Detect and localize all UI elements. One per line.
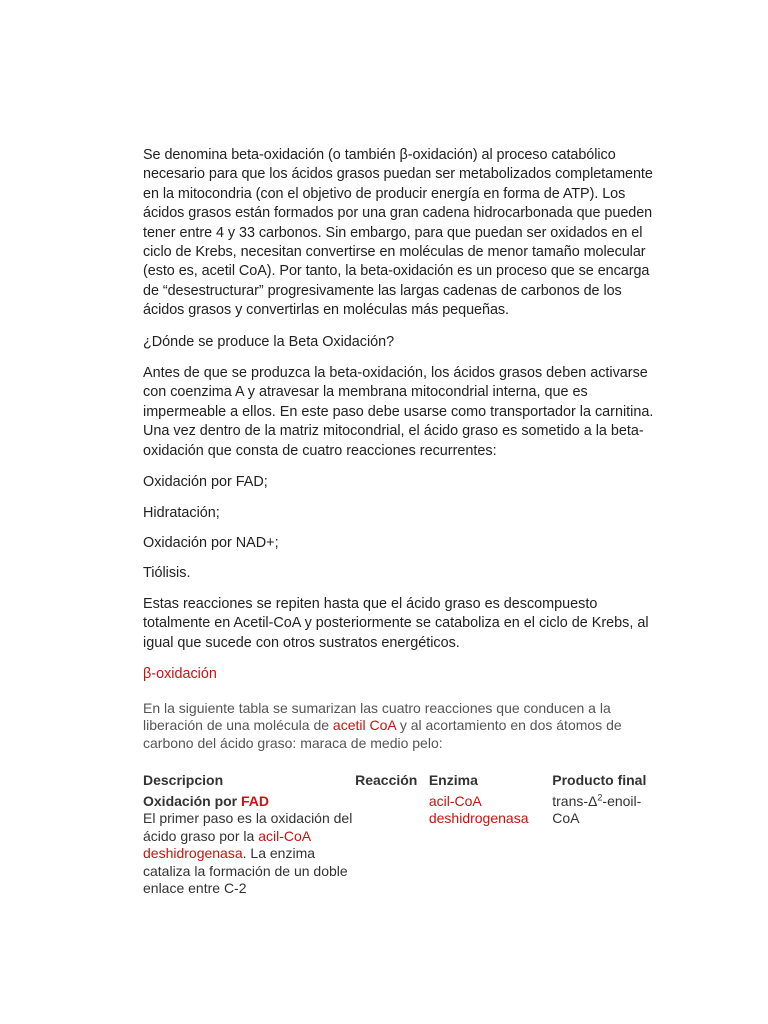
cell-description [143,793,355,898]
reaction-description [143,810,353,898]
description-text-after: . La enzima cataliza la formación de un doble enlace entre C-2 [143,845,348,897]
location-question: ¿Dónde se produce la Beta Oxidación? [143,333,395,350]
acil-coa-deshidrogenasa-link[interactable]: acil-CoA deshidrogenasa [143,827,311,862]
reactions-table [143,772,663,898]
beta-oxidation-link[interactable]: β-oxidación [143,665,217,682]
description-text-before: El primer paso es la oxidación del ácido graso por la [143,810,353,844]
repeat-paragraph: Estas reacciones se repiten hasta que el ácido graso es descompuesto totalmente en Acetil-CoA y posteriormente se cataboliza en el ciclo de Krebs, al igual que sucede con otros sustratos energéticos. [143,595,649,651]
reaction-name [143,793,353,811]
table-row [143,793,663,898]
step-thiolysis: Tiólisis. [143,565,191,582]
cell-enzyme [429,793,552,898]
product-text-after: -enoil-CoA [552,792,642,827]
fad-link[interactable]: FAD [241,792,270,809]
product-superscript: 2 [597,792,603,803]
acetil-coa-link[interactable]: acetil CoA [332,717,396,734]
header-reaccion: Reacción [355,772,418,789]
summary-text-after: y al acortamiento en dos átomos de carbono del ácido graso: maraca de medio pelo: [143,717,622,751]
cell-reaction [355,793,429,898]
cell-product [552,793,663,898]
document-page [143,146,663,898]
reaction-name-text: Oxidación por [143,792,242,809]
step-hydration: Hidratación; [143,504,220,521]
step-oxidation-fad: Oxidación por FAD; [143,474,268,491]
header-descripcion: Descripcion [143,772,224,789]
step-oxidation-nad: Oxidación por NAD+; [143,534,279,551]
activation-paragraph: Antes de que se produzca la beta-oxidación, los ácidos grasos deben activarse con coenzima A y atravesar la membrana mitocondrial interna, que es impermeable a ellos. En este paso debe usarse como transportador la carnitina. Una vez dentro de la matriz mitocondrial, el ácido graso es sometido a la beta-oxidación que consta de cuatro reacciones recurrentes: [143,365,654,459]
header-producto-final: Producto final [552,772,647,789]
intro-paragraph: Se denomina beta-oxidación (o también β-oxidación) al proceso catabólico necesario para que los ácidos grasos puedan ser metabolizados completamente en la mitocondria (con el objetivo de producir energía en forma de ATP). Los ácidos grasos están formados por una gran cadena hidrocarbonada que pueden tener entre 4 y 33 carbonos. Sin embargo, para que puedan ser oxidados en el ciclo de Krebs, necesitan convertirse en moléculas de menor tamaño molecular (esto es, acetil CoA). Por tanto, la beta-oxidación es un proceso que se encarga de “desestructurar” progresivamente las largas cadenas de carbonos de los ácidos grasos y convertirlas en moléculas más pequeñas. [143,147,653,319]
product-text-before: trans-Δ [552,792,598,809]
summary-text-before: En la siguiente tabla se sumarizan las cuatro reacciones que conducen a la liberación de una molécula de [143,699,611,734]
table-summary [143,700,663,753]
enzyme-link[interactable]: acil-CoA deshidrogenasa [428,792,529,827]
table-header-row [143,772,663,793]
header-enzima: Enzima [428,772,478,789]
